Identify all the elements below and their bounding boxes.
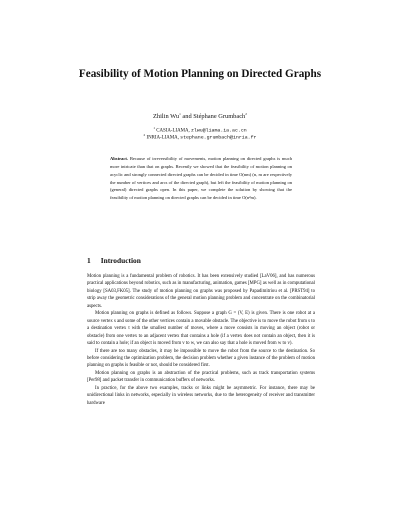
author-2-mark: 2 bbox=[245, 111, 247, 116]
affiliation-2-org: INRIA-LIAMA, bbox=[146, 135, 181, 141]
author-1-name: Zhilin Wu bbox=[153, 113, 180, 120]
paragraph-5: In practice, for the above two examples, tracks or links might be asymmetric. For instance, there may be unidirectional links in networks, especially in wireless networks, due to the heterogeneity of receiver and transmitter hardware bbox=[87, 385, 315, 406]
affiliation-1-org: CASIA-LIAMA, bbox=[156, 128, 191, 134]
author-line bbox=[60, 113, 340, 120]
section-body bbox=[87, 273, 315, 407]
paragraph-3: If there are too many obstacles, it may be impossible to move the robot from the source to the destination. So before considering the optimization problem, the decision problem whether a given instance of the problem of motion planning on graphs is feasible or not, should be considered first. bbox=[87, 348, 315, 369]
paragraph-4: Motion planning on graphs is an abstraction of the practical problems, such as track transportation systems [Per98] and packet transfer in communication buffers of networks. bbox=[87, 370, 315, 384]
section-title: Introduction bbox=[100, 256, 141, 265]
affiliation-2-email: stephane.grumbach@inria.fr bbox=[180, 135, 257, 141]
affiliation-1-mark: 1 bbox=[153, 126, 155, 130]
paragraph-2: Motion planning on graphs is defined as follows. Suppose a graph G = (V, E) is given. There is one robot at a source vertex s and some of the other vertices contain a movable obstacle. The objective is to move the robot from s to a destination vertex t with the smallest number of moves, where a move consists in moving an object (robot or obstacle) from one vertex to an adjacent vertex that contains a hole (if a vertex does not contain an object, then it is said to contain a hole; if an object is moved from v to w, we can also say that a hole is moved from w to v). bbox=[87, 311, 315, 347]
abstract-label: Abstract. bbox=[110, 156, 129, 161]
section-number: 1 bbox=[87, 256, 91, 265]
author-2-name: Stéphane Grumbach bbox=[193, 113, 246, 120]
affiliation-1-email: zlwu@liama.ia.ac.cn bbox=[190, 128, 247, 134]
affiliation-1 bbox=[60, 128, 340, 134]
section-heading bbox=[87, 256, 141, 265]
affiliation-2-mark: 2 bbox=[143, 133, 146, 137]
affiliation-2 bbox=[60, 135, 340, 141]
abstract bbox=[110, 155, 292, 202]
author-conjunction: and bbox=[180, 113, 194, 120]
author-1-mark: 1 bbox=[179, 111, 181, 116]
paragraph-1: Motion planning is a fundamental problem of robotics. It has been extensively studied [LaV06], and has numerous practical applications beyond robotics, such as in manufacturing, animation, games [MPG] as well as in computational biology [SA03,FK05]. The study of motion planning on graphs was proposed by Papadimitriou et al. [PRST94] to strip away the geometric considerations of the general motion planning problem and concentrate on the combinatorial aspects. bbox=[87, 274, 315, 309]
paper-title: Feasibility of Motion Planning on Directed Graphs bbox=[78, 68, 322, 80]
abstract-text: Because of irreversibility of movements, motion planning on directed graphs is much more intricate than that on graphs. Recently we showed that the feasibility of motion planning on acyclic and strongly connected directed graphs can be decided in time O(nm) (n, m are respectively the number of vertices and arcs of the directed graph), but left the feasibility of motion planning on (general) directed graphs open. In this paper, we complete the solution by showing that the feasibility of motion planning on directed graphs can be decided in time O(n²m). bbox=[110, 156, 292, 201]
